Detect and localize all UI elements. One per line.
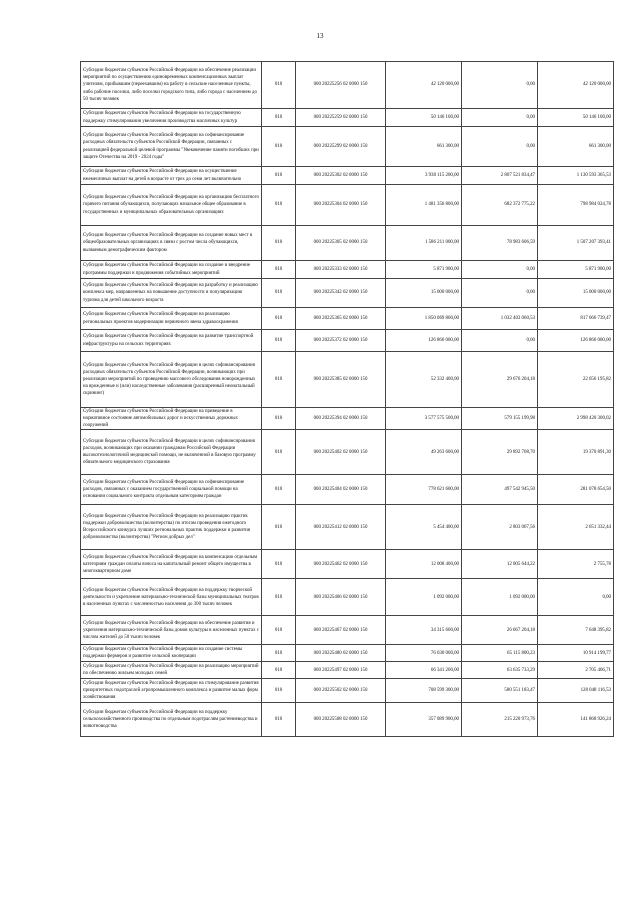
table-row [81, 352, 614, 408]
row-code-cell: 010 [262, 330, 296, 352]
row-unexecuted-cell: 50 146 100,00 [538, 109, 614, 127]
row-code-cell: 010 [262, 167, 296, 185]
row-unexecuted-cell: 15 000 000,00 [538, 279, 614, 308]
table-row [81, 645, 614, 662]
row-approved-cell: 126 866 000,00 [386, 330, 462, 352]
row-code-cell: 010 [262, 679, 296, 703]
row-code-cell: 010 [262, 408, 296, 430]
row-kbk-cell: 000 20225466 02 0000 150 [296, 579, 386, 616]
row-kbk-cell: 000 20225256 02 0000 150 [296, 62, 386, 109]
row-executed-cell: 63 635 733,29 [462, 662, 538, 679]
row-name-cell: Субсидии бюджетам субъектов Российской Федерации на компенсацию отдельным категориям граждан оплаты взноса на капитальный ремонт общего имущества в многоквартирном доме [81, 550, 262, 579]
row-name-cell: Субсидии бюджетам субъектов Российской Федерации на софинансирование расходных обязательств субъектов Российской Федерации, связанных с реализацией федеральной целевой программы "Увековечение памяти погибших при защите Отечества на 2019 - 2024 годы" [81, 127, 262, 167]
row-kbk-cell: 000 20225394 02 0000 150 [296, 408, 386, 430]
row-name-cell: Субсидии бюджетам субъектов Российской Федерации на развитие транспортной инфраструктуры на сельских территориях [81, 330, 262, 352]
row-executed-cell: 0,00 [462, 261, 538, 279]
row-kbk-cell: 000 20225333 02 0000 150 [296, 261, 386, 279]
row-name-cell: Субсидии бюджетам субъектов Российской Федерации на реализацию мероприятий по обеспечению жильем молодых семей [81, 662, 262, 679]
row-executed-cell: 0,00 [462, 127, 538, 167]
row-code-cell: 010 [262, 308, 296, 330]
row-unexecuted-cell: 817 666 739,47 [538, 308, 614, 330]
row-unexecuted-cell: 10 914 199,77 [538, 645, 614, 662]
row-unexecuted-cell: 2 998 420 300,02 [538, 408, 614, 430]
row-executed-cell: 78 983 606,59 [462, 226, 538, 261]
row-name-cell: Субсидии бюджетам субъектов Российской Федерации в целях софинансирования расходных обязательств субъектов Российской Федерации, возникающих при реализации мероприятий по проведению массового обследования новорожденных на врожденные и (или) наследственные заболевания (расширенный неонатальный скрининг) [81, 352, 262, 408]
row-code-cell: 010 [262, 475, 296, 505]
row-name-cell: Субсидии бюджетам субъектов Российской Федерации на обеспечение реализации мероприятий по осуществлению единовременных компенсационных выплат учителям, прибывшим (переехавшим) на работу в сельские населенные пункты, либо рабочие поселки, либо поселки городского типа, либо города с населением до 50 тысяч человек [81, 62, 262, 109]
row-approved-cell: 49 263 600,00 [386, 430, 462, 475]
row-name-cell: Субсидии бюджетам субъектов Российской Федерации на осуществление ежемесячных выплат на детей в возрасте от трех до семи лет включительно [81, 167, 262, 185]
row-approved-cell: 1 850 069 800,00 [386, 308, 462, 330]
table-row [81, 616, 614, 645]
row-executed-cell: 1 092 000,00 [462, 579, 538, 616]
table-row [81, 185, 614, 226]
table-row [81, 261, 614, 279]
row-code-cell: 010 [262, 226, 296, 261]
row-executed-cell: 1 032 403 060,53 [462, 308, 538, 330]
row-kbk-cell: 000 20225462 02 0000 150 [296, 550, 386, 579]
table-row [81, 62, 614, 109]
row-approved-cell: 5 454 400,00 [386, 505, 462, 550]
row-executed-cell: 0,00 [462, 330, 538, 352]
row-kbk-cell: 000 20225502 02 0000 150 [296, 679, 386, 703]
row-kbk-cell: 000 20225259 02 0000 150 [296, 109, 386, 127]
table-row [81, 330, 614, 352]
row-kbk-cell: 000 20225305 02 0000 150 [296, 226, 386, 261]
row-approved-cell: 708 599 300,00 [386, 679, 462, 703]
page-number: 13 [316, 32, 324, 40]
row-executed-cell: 2 803 067,56 [462, 505, 538, 550]
row-code-cell: 010 [262, 616, 296, 645]
row-unexecuted-cell: 126 866 000,00 [538, 330, 614, 352]
row-unexecuted-cell: 22 656 195,82 [538, 352, 614, 408]
row-unexecuted-cell: 798 984 024,78 [538, 185, 614, 226]
row-name-cell: Субсидии бюджетам субъектов Российской Федерации на организацию бесплатного горячего питания обучающихся, получающих начальное общее образование в государственных и муниципальных образовательных организациях [81, 185, 262, 226]
row-name-cell: Субсидии бюджетам субъектов Российской Федерации на государственную поддержку стимулирования увеличения производства масличных культур [81, 109, 262, 127]
row-unexecuted-cell: 141 868 926,24 [538, 703, 614, 737]
row-approved-cell: 66 341 200,00 [386, 662, 462, 679]
row-executed-cell: 0,00 [462, 279, 538, 308]
row-kbk-cell: 000 20225508 02 0000 150 [296, 703, 386, 737]
table-row [81, 475, 614, 505]
row-code-cell: 010 [262, 279, 296, 308]
row-approved-cell: 34 315 600,00 [386, 616, 462, 645]
row-name-cell: Субсидии бюджетам субъектов Российской Федерации на стимулирование развития приоритетных подотраслей агропромышленного комплекса и развитие малых форм хозяйствования [81, 679, 262, 703]
row-kbk-cell: 000 20225365 02 0000 150 [296, 308, 386, 330]
row-code-cell: 010 [262, 109, 296, 127]
row-name-cell: Субсидии бюджетам субъектов Российской Федерации на реализацию региональных проектов модернизации первичного звена здравоохранения [81, 308, 262, 330]
row-code-cell: 010 [262, 430, 296, 475]
row-unexecuted-cell: 19 370 891,30 [538, 430, 614, 475]
table-row [81, 167, 614, 185]
row-code-cell: 010 [262, 62, 296, 109]
row-approved-cell: 15 000 000,00 [386, 279, 462, 308]
row-unexecuted-cell: 0,00 [538, 579, 614, 616]
table-row [81, 550, 614, 579]
row-approved-cell: 1 092 000,00 [386, 579, 462, 616]
budget-execution-table [80, 61, 614, 737]
row-unexecuted-cell: 661 300,00 [538, 127, 614, 167]
row-approved-cell: 42 120 000,00 [386, 62, 462, 109]
row-kbk-cell: 000 20225404 02 0000 150 [296, 475, 386, 505]
row-approved-cell: 1 586 211 000,00 [386, 226, 462, 261]
row-unexecuted-cell: 42 120 000,00 [538, 62, 614, 109]
table-row [81, 579, 614, 616]
row-name-cell: Субсидии бюджетам субъектов Российской Федерации на приведение в нормативное состояние автомобильных дорог и искусственных дорожных сооружений [81, 408, 262, 430]
row-name-cell: Субсидии бюджетам субъектов Российской Федерации на обеспечение развития и укрепления материально-технической базы домов культуры в населенных пунктах с числом жителей до 50 тысяч человек [81, 616, 262, 645]
row-kbk-cell: 000 20225299 02 0000 150 [296, 127, 386, 167]
row-approved-cell: 52 332 400,00 [386, 352, 462, 408]
row-executed-cell: 65 115 800,23 [462, 645, 538, 662]
row-code-cell: 010 [262, 550, 296, 579]
row-unexecuted-cell: 2 651 332,44 [538, 505, 614, 550]
row-unexecuted-cell: 2 705 466,71 [538, 662, 614, 679]
row-executed-cell: 497 542 945,50 [462, 475, 538, 505]
row-approved-cell: 661 300,00 [386, 127, 462, 167]
table-row [81, 279, 614, 308]
row-code-cell: 010 [262, 703, 296, 737]
table-row [81, 679, 614, 703]
row-approved-cell: 50 146 100,00 [386, 109, 462, 127]
table-row [81, 226, 614, 261]
row-name-cell: Субсидии бюджетам субъектов Российской Федерации на создание новых мест в общеобразовательных организациях в связи с ростом числа обучающихся, вызванным демографическим фактором [81, 226, 262, 261]
row-name-cell: Субсидии бюджетам субъектов Российской Федерации на реализацию практик поддержки добровольчества (волонтерства) по итогам проведения ежегодного Всероссийского конкурса лучших региональных практик поддержки и развития добровольчества (волонтерства) "Регион добрых дел" [81, 505, 262, 550]
row-kbk-cell: 000 20225480 02 0000 150 [296, 645, 386, 662]
row-unexecuted-cell: 1 507 207 393,41 [538, 226, 614, 261]
row-name-cell: Субсидии бюджетам субъектов Российской Федерации на создание и внедрение программы поддержки и продвижения событийных мероприятий [81, 261, 262, 279]
row-name-cell: Субсидии бюджетам субъектов Российской Федерации на поддержку сельскохозяйственного производства по отдельным подотраслям растениеводства и животноводства [81, 703, 262, 737]
row-unexecuted-cell: 128 048 116,53 [538, 679, 614, 703]
row-approved-cell: 3 938 115 200,00 [386, 167, 462, 185]
row-executed-cell: 682 372 775,22 [462, 185, 538, 226]
row-code-cell: 010 [262, 185, 296, 226]
row-kbk-cell: 000 20225412 02 0000 150 [296, 505, 386, 550]
row-name-cell: Субсидии бюджетам субъектов Российской Федерации на разработку и реализацию комплекса мер, направленных на повышение доступности и популяризацию туризма для детей школьного возраста [81, 279, 262, 308]
row-kbk-cell: 000 20225372 02 0000 150 [296, 330, 386, 352]
row-code-cell: 010 [262, 662, 296, 679]
row-approved-cell: 12 008 400,00 [386, 550, 462, 579]
row-executed-cell: 579 155 199,98 [462, 408, 538, 430]
row-unexecuted-cell: 5 871 900,00 [538, 261, 614, 279]
row-approved-cell: 5 871 900,00 [386, 261, 462, 279]
row-executed-cell: 2 807 521 834,47 [462, 167, 538, 185]
row-unexecuted-cell: 281 078 654,50 [538, 475, 614, 505]
row-kbk-cell: 000 20225402 02 0000 150 [296, 430, 386, 475]
table-row [81, 408, 614, 430]
table-body [81, 62, 614, 737]
row-approved-cell: 76 030 000,00 [386, 645, 462, 662]
row-name-cell: Субсидии бюджетам субъектов Российской Федерации на софинансирование расходов, связанных с оказанием государственной социальной помощи на основании социального контракта отдельным категориям граждан [81, 475, 262, 505]
row-kbk-cell: 000 20225385 02 0000 150 [296, 352, 386, 408]
row-executed-cell: 29 676 204,18 [462, 352, 538, 408]
table-row [81, 430, 614, 475]
row-kbk-cell: 000 20225302 02 0000 150 [296, 167, 386, 185]
row-name-cell: Субсидии бюджетам субъектов Российской Федерации в целях софинансирования расходов, возникающих при оказании гражданам Российской Федерации высокотехнологичной медицинской помощи, не включенной в базовую программу обязательного медицинского страхования [81, 430, 262, 475]
row-kbk-cell: 000 20225467 02 0000 150 [296, 616, 386, 645]
row-unexecuted-cell: 7 648 395,82 [538, 616, 614, 645]
table-row [81, 127, 614, 167]
row-name-cell: Субсидии бюджетам субъектов Российской Федерации на создание системы поддержки фермеров и развитие сельской кооперации [81, 645, 262, 662]
row-kbk-cell: 000 20225497 02 0000 150 [296, 662, 386, 679]
row-code-cell: 010 [262, 261, 296, 279]
table-row [81, 662, 614, 679]
row-approved-cell: 357 089 900,00 [386, 703, 462, 737]
table-row [81, 505, 614, 550]
row-unexecuted-cell: 1 130 593 365,53 [538, 167, 614, 185]
row-approved-cell: 3 577 575 500,00 [386, 408, 462, 430]
row-code-cell: 010 [262, 645, 296, 662]
row-executed-cell: 26 667 204,18 [462, 616, 538, 645]
row-executed-cell: 0,00 [462, 62, 538, 109]
table-row [81, 109, 614, 127]
row-executed-cell: 215 220 973,76 [462, 703, 538, 737]
row-executed-cell: 29 892 708,70 [462, 430, 538, 475]
row-kbk-cell: 000 20225304 02 0000 150 [296, 185, 386, 226]
row-executed-cell: 12 005 644,22 [462, 550, 538, 579]
table-row [81, 703, 614, 737]
row-kbk-cell: 000 20225342 02 0000 150 [296, 279, 386, 308]
row-code-cell: 010 [262, 127, 296, 167]
row-approved-cell: 1 481 356 800,00 [386, 185, 462, 226]
row-code-cell: 010 [262, 352, 296, 408]
row-unexecuted-cell: 2 755,78 [538, 550, 614, 579]
row-name-cell: Субсидии бюджетам субъектов Российской Федерации на поддержку творческой деятельности и укрепление материально-технической базы муниципальных театров в населенных пунктах с численностью населения до 300 тысяч человек [81, 579, 262, 616]
row-executed-cell: 580 551 183,47 [462, 679, 538, 703]
table-row [81, 308, 614, 330]
row-code-cell: 010 [262, 579, 296, 616]
row-approved-cell: 778 621 600,00 [386, 475, 462, 505]
row-executed-cell: 0,00 [462, 109, 538, 127]
row-code-cell: 010 [262, 505, 296, 550]
